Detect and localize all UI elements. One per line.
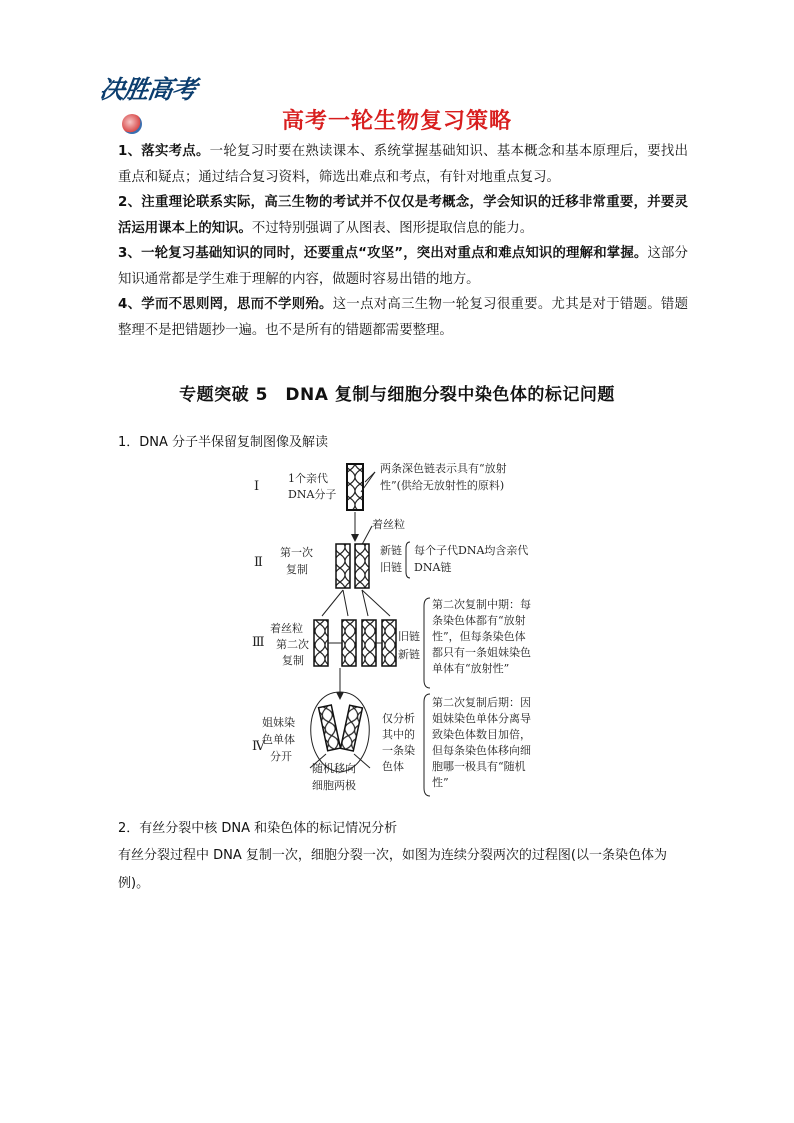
section-title: 专题突破 5 DNA 复制与细胞分裂中染色体的标记问题 xyxy=(179,385,615,405)
strategy-item-2-text: 不过特别强调了从图表、图形提取信息的能力。 xyxy=(251,220,534,236)
strategy-item-4 xyxy=(118,292,688,343)
arrow-3-4-head xyxy=(336,692,344,700)
stage1-note-line1: 两条深色链表示具有“放射 xyxy=(380,462,507,475)
stage4-brace xyxy=(424,694,430,796)
strategy-item-3-bold: 3、一轮复习基础知识的同时，还要重点“攻坚”，突出对重点和难点知识的理解和掌握。 xyxy=(118,246,648,261)
stage4-mid-line1: 仅分析 xyxy=(382,712,415,725)
roman-1: Ⅰ xyxy=(254,479,260,494)
logo-text: 决胜高考 xyxy=(97,75,198,104)
strategy-item-1 xyxy=(118,139,688,190)
roman-2: Ⅱ xyxy=(254,555,263,570)
stage4-bottom-line1: 随机移向 xyxy=(312,762,356,775)
arrow-1-2-head xyxy=(351,534,359,542)
old-strand-label: 旧链 xyxy=(380,561,402,574)
roman-3: Ⅲ xyxy=(252,635,265,650)
subsection-1-title: 1．DNA 分子半保留复制图像及解读 xyxy=(118,435,329,450)
stage3-label-line3: 复制 xyxy=(282,654,304,667)
sister-chromatid-1 xyxy=(319,705,341,751)
stage4-note-line4: 但每条染色体移向细 xyxy=(432,744,531,757)
stage4-note-line3: 致染色体数目加倍， xyxy=(432,728,531,741)
stage2-note-line1: 每个子代DNA均含亲代 xyxy=(414,544,529,557)
stage4-mid-line2: 其中的 xyxy=(382,728,415,741)
gen2-dna-2 xyxy=(342,620,356,666)
stage3-note-line1: 第二次复制中期：每 xyxy=(432,598,531,611)
strategy-item-3 xyxy=(118,241,688,292)
dna-replication-diagram xyxy=(240,456,570,806)
stage4-note-line1: 第二次复制后期：因 xyxy=(432,696,531,709)
strategy-item-1-bold: 1、落实考点。 xyxy=(118,144,210,159)
roman-4: Ⅳ xyxy=(252,739,265,754)
arrow-2-3-c xyxy=(362,590,368,616)
subsection-2-description: 有丝分裂过程中 DNA 复制一次，细胞分裂一次，如图为连续分裂两次的过程图(以一条染色体为例)。 xyxy=(118,848,667,891)
arrow-2-3-a xyxy=(322,590,343,616)
stage4-label-line2: 色单体 xyxy=(262,733,295,746)
gen2-dna-4 xyxy=(382,620,396,666)
daughter-dna-1 xyxy=(336,544,350,588)
stage4-label-line1: 姐妹染 xyxy=(262,716,295,729)
arrow-2-3-b xyxy=(343,590,348,616)
strategy-item-1-text: 一轮复习时要在熟读课本、系统掌握基础知识、基本概念和基本原理后，要找出重点和疑点；通过结合复习资料，筛选出难点和考点，有针对地重点复习。 xyxy=(118,144,688,185)
new-strand-label: 新链 xyxy=(380,544,402,557)
daughter-dna-2 xyxy=(355,544,369,588)
stage3-brace xyxy=(424,598,430,688)
stage3-note-line4: 都只有一条姐妹染色 xyxy=(432,646,531,659)
stage1-label-line1: 1个亲代 xyxy=(288,472,328,485)
stage3-note-line5: 单体有“放射性” xyxy=(432,662,510,675)
stage4-bottom-line2: 细胞两极 xyxy=(312,779,356,792)
main-title: 高考一轮生物复习策略 xyxy=(281,109,512,134)
strategy-item-3-text: 这部分知识通常都是学生难于理解的内容，做题时容易出错的地方。 xyxy=(118,246,688,287)
stage2-brace xyxy=(406,542,410,578)
arrow-2-3-d xyxy=(362,590,390,616)
stage3-label-line1: 着丝粒 xyxy=(270,622,303,635)
stage2-label-line1: 第一次 xyxy=(280,546,313,559)
parent-dna xyxy=(347,464,363,510)
gen2-dna-1 xyxy=(314,620,328,666)
stage4-mid-line3: 一条染 xyxy=(382,744,415,757)
strategy-list xyxy=(118,139,688,343)
strategy-item-4-text: 这一点对高三生物一轮复习很重要。尤其是对于错题。错题整理不是把错题抄一遍。也不是所有的错题都需要整理。 xyxy=(118,297,688,338)
stage2-note-line2: DNA链 xyxy=(414,561,452,574)
stage3-label-line2: 第二次 xyxy=(276,638,309,651)
strategy-item-2-bold: 2、注重理论联系实际，高三生物的考试并不仅仅是考概念，学会知识的迁移非常重要，并要灵活运用课本上的知识。 xyxy=(118,195,688,236)
stage3-note-line3: 性”，但每条染色体 xyxy=(432,630,526,643)
stage3-new-strand: 新链 xyxy=(398,648,420,661)
stage3-old-strand: 旧链 xyxy=(398,630,420,643)
stage2-label-line2: 复制 xyxy=(286,563,308,576)
subsection-2-title: 2．有丝分裂中核 DNA 和染色体的标记情况分析 xyxy=(118,821,398,836)
strategy-item-4-bold: 4、学而不思则罔，思而不学则殆。 xyxy=(118,297,333,312)
move-arrow-right xyxy=(354,754,370,768)
stage4-note-line2: 姐妹染色单体分离导 xyxy=(432,712,531,725)
stage4-note-line6: 性” xyxy=(432,776,449,789)
stage1-note-line2: 性”(供给无放射性的原料) xyxy=(380,479,505,492)
sister-chromatid-2 xyxy=(341,705,363,751)
stage4-note-line5: 胞哪一极具有“随机 xyxy=(432,760,526,773)
strategy-item-2 xyxy=(118,190,688,241)
stage4-label-line3: 分开 xyxy=(270,750,292,763)
stage1-label-line2: DNA分子 xyxy=(288,488,337,501)
dna-replication-figure xyxy=(240,456,570,806)
centromere-label-1: 着丝粒 xyxy=(372,518,405,531)
stage4-mid-line4: 色体 xyxy=(382,760,404,773)
stage3-note-line2: 条染色体都有“放射 xyxy=(432,614,526,627)
gen2-dna-3 xyxy=(362,620,376,666)
